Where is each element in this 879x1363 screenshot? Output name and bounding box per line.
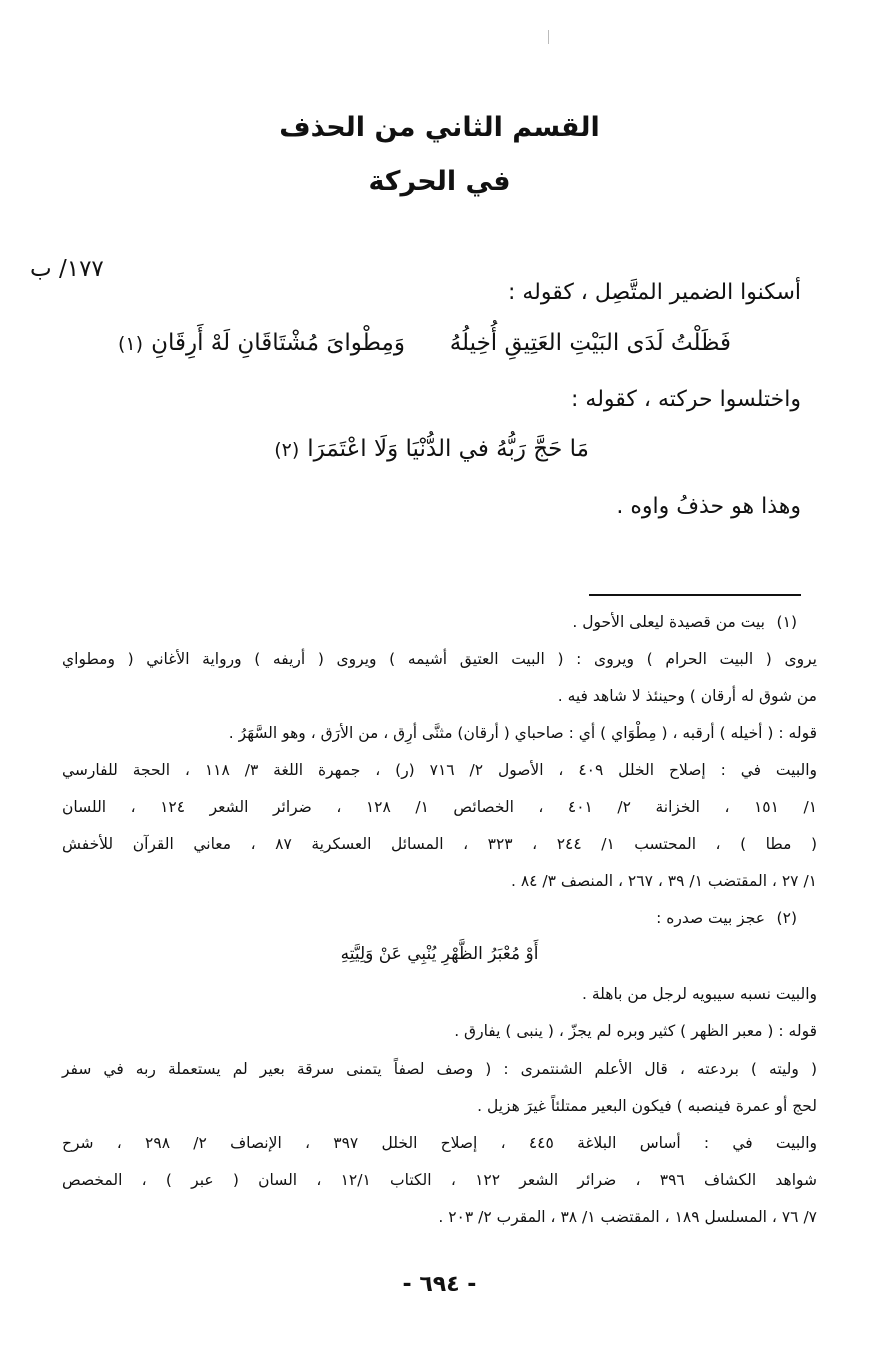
- scan-mark: [548, 30, 549, 44]
- footnote-1-line-8: ١/ ٢٧ ، المقتضب ١/ ٣٩ ، ٢٦٧ ، المنصف ٣/ ٨٤ .: [510, 872, 817, 890]
- footnote-2-line-7: شواهد الكشاف ٣٩٦ ، ضرائر الشعر ١٢٢ ، الكتاب ١٢/١ ، السان ( عبر ) ، المخصص: [62, 1171, 818, 1189]
- section-title: القسم الثاني من الحذف: [279, 112, 600, 143]
- body-line-2: واختلسوا حركته ، كقوله :: [571, 387, 801, 412]
- verse-2: [274, 436, 589, 462]
- footnote-ref-1[interactable]: (١): [118, 333, 144, 355]
- footnote-2-intro: عجز بيت صدره :: [656, 909, 765, 927]
- footnote-2-line-4: ( وليته ) بردعته ، قال الأعلم الشنتمرى : ( وصف لصفاً يتمنى سرقة بعير لم يستعملة ربه في سفر: [62, 1060, 817, 1078]
- verse-1-hemistich-1: فَظَلْتُ لَدَى البَيْتِ العَتِيقِ أُخِيلُهُ: [449, 330, 731, 356]
- body-line-3: وهذا هو حذفُ واوه .: [616, 494, 801, 519]
- footnote-1-number: (١): [776, 613, 797, 631]
- footnote-1-line-3: من شوق له أرقان ) وحينئذ لا شاهد فيه .: [557, 687, 817, 705]
- footnote-1-line-1: [62, 613, 797, 631]
- footnote-2-line-2: والبيت نسبه سيبويه لرجل من باهلة .: [581, 985, 817, 1003]
- footnote-1-line-4: قوله : ( أخيله ) أرقبه ، ( مِطْوَاي ) أي : صاحباي ( أرقان) مثنَّى أرِق ، من الأرَق ، وهو السَّهَرُ .: [228, 724, 817, 742]
- verse-1-hemistich-2: [118, 330, 405, 356]
- footnote-separator: [589, 594, 801, 596]
- footnote-2-line-6: والبيت في : أساس البلاغة ٤٤٥ ، إصلاح الخلل ٣٩٧ ، الإنصاف ٢/ ٢٩٨ ، شرح: [62, 1134, 818, 1152]
- body-line-1: أسكنوا الضمير المتَّصِل ، كقوله :: [507, 280, 801, 305]
- footnote-ref-2[interactable]: (٢): [274, 439, 300, 461]
- verse-2-text: مَا حَجَّ رَبُّهُ في الدُّنْيَا وَلَا اعْتَمَرَا: [307, 436, 589, 462]
- footnote-2-number: (٢): [776, 909, 797, 927]
- footnote-1-line-6: ١/ ١٥١ ، الخزانة ٢/ ٤٠١ ، الخصائص ١/ ١٢٨ ، ضرائر الشعر ١٢٤ ، اللسان: [62, 798, 818, 816]
- marginal-folio-note: ١٧٧/ ب: [30, 256, 104, 282]
- footnote-2-line-1: [62, 909, 797, 927]
- section-subtitle: في الحركة: [368, 166, 511, 197]
- footnote-2-verse: أَوْ مُعْبَرُ الظَّهْرِ يُنْبِي عَنْ وَلِيَّتِهِ: [340, 944, 539, 964]
- page-number: - ٦٩٤ -: [402, 1272, 477, 1297]
- footnote-2-line-8: ٧/ ٧٦ ، المسلسل ١٨٩ ، المقتضب ١/ ٣٨ ، المقرب ٢/ ٢٠٣ .: [438, 1208, 817, 1226]
- footnote-1-line-7: ( مطا ) ، المحتسب ١/ ٢٤٤ ، ٣٢٣ ، المسائل العسكرية ٨٧ ، معاني القرآن للأخفش: [62, 835, 817, 853]
- footnote-1-line-5: والبيت في : إصلاح الخلل ٤٠٩ ، الأصول ٢/ ٧١٦ (ر) ، جمهرة اللغة ٣/ ١١٨ ، الحجة للفارسي: [62, 761, 818, 779]
- footnote-1-text: بيت من قصيدة ليعلى الأحول .: [572, 613, 765, 631]
- footnote-2-line-3: قوله : ( معبر الظهر ) كثير وبره لم يجزّ ، ( ينبى ) يفارق .: [454, 1022, 817, 1040]
- footnote-2-line-5: لحج أو عمرة فينصبه ) فيكون البعير ممتلئاً غيرَ هزيل .: [477, 1097, 817, 1115]
- footnote-1-line-2: يروى ( البيت الحرام ) ويروى : ( البيت العتيق أشيمه ) ويروى ( أريفه ) ورواية الأغاني ( ومطواي: [62, 650, 817, 668]
- verse-1-hemistich-2-text: وَمِطْواىَ مُشْتَاقَانِ لَهْ أَرِقَانِ: [151, 330, 405, 356]
